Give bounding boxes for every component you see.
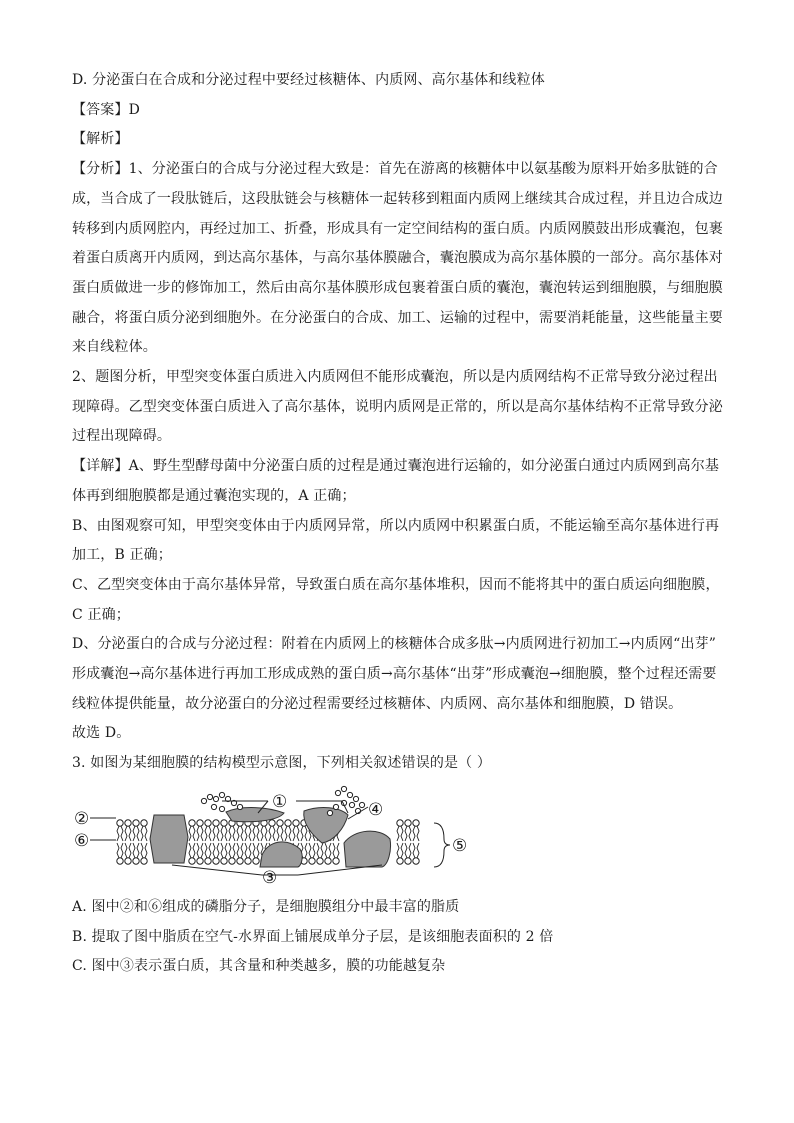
phospholipid-head	[221, 858, 227, 864]
phospholipid-head	[413, 858, 419, 864]
label-2: ②	[74, 808, 90, 829]
phospholipid-head	[317, 858, 323, 864]
sugar-bead	[213, 796, 218, 801]
phospholipid-head	[397, 820, 403, 826]
label-6: ⑥	[74, 830, 90, 851]
phospholipid-head	[133, 820, 139, 826]
sugar-bead	[349, 802, 354, 807]
sugar-bead	[211, 804, 216, 809]
text-line: 融合，将蛋白质分泌到细胞外。在分泌蛋白的合成、加工、运输的过程中，需要消耗能量，这些能量主要	[72, 309, 723, 326]
cell-membrane-diagram	[72, 785, 472, 885]
transmembrane-protein-right	[344, 831, 391, 867]
phospholipid-tail	[117, 843, 123, 858]
phospholipid-tail	[269, 826, 275, 841]
label-1: ①	[272, 791, 288, 812]
phospholipid-head	[125, 858, 131, 864]
phospholipid-head	[213, 820, 219, 826]
phospholipid-tail	[405, 826, 411, 841]
phospholipid-tail	[213, 843, 219, 858]
text-line: C、乙型突变体由于高尔基体异常，导致蛋白质在高尔基体堆积，因而不能将其中的蛋白质运向细胞膜，	[72, 576, 720, 593]
phospholipid-head	[269, 820, 275, 826]
phospholipid-head	[397, 858, 403, 864]
option-line: A. 图中②和⑥组成的磷脂分子，是细胞膜组分中最丰富的脂质	[72, 898, 460, 915]
phospholipid-tail	[333, 843, 339, 858]
sugar-bead	[335, 790, 340, 795]
phospholipid-head	[237, 858, 243, 864]
phospholipid-head	[213, 858, 219, 864]
phospholipid-tail	[205, 826, 211, 841]
phospholipid-tail	[237, 826, 243, 841]
label-3: ③	[262, 867, 278, 885]
text-line: 【解析】	[72, 131, 129, 148]
phospholipid-head	[229, 858, 235, 864]
phospholipid-head	[117, 820, 123, 826]
phospholipid-tail	[141, 843, 147, 858]
phospholipid-tail	[197, 843, 203, 858]
text-line: 转移到内质网腔内，再经过加工、折叠，形成具有一定空间结构的蛋白质。内质网膜鼓出形成囊泡，包裹	[72, 220, 723, 237]
sugar-bead	[219, 792, 224, 797]
phospholipid-head	[245, 858, 251, 864]
text-line: 3. 如图为某细胞膜的结构模型示意图，下列相关叙述错误的是（ ）	[72, 755, 492, 772]
phospholipid-tail	[189, 843, 195, 858]
sugar-bead	[341, 786, 346, 791]
phospholipid-head	[117, 858, 123, 864]
phospholipid-head	[197, 858, 203, 864]
phospholipid-tail	[317, 843, 323, 858]
phospholipid-head	[277, 820, 283, 826]
text-line: 【分析】1、分泌蛋白的合成与分泌过程大致是：首先在游离的核糖体中以氨基酸为原料开始多肽链的合	[72, 161, 718, 178]
sugar-bead	[327, 810, 332, 815]
phospholipid-tail	[229, 843, 235, 858]
document-page	[72, 66, 722, 982]
text-line: B、由图观察可知，甲型突变体由于内质网异常，所以内质网中积累蛋白质，不能运输至高尔基体进行再	[72, 517, 720, 534]
text-line: 来自线粒体。	[72, 339, 157, 356]
text-line: 2、题图分析，甲型突变体蛋白质进入内质网但不能形成囊泡，所以是内质网结构不正常导致分泌过程出	[72, 369, 718, 386]
phospholipid-tail	[405, 843, 411, 858]
phospholipid-head	[141, 858, 147, 864]
option-line: C. 图中③表示蛋白质，其含量和种类越多，膜的功能越复杂	[72, 958, 446, 975]
text-line: 【详解】A、野生型酵母菌中分泌蛋白质的过程是通过囊泡进行运输的，如分泌蛋白通过内质网到高尔基	[72, 458, 720, 475]
text-line: 【答案】D	[72, 101, 140, 118]
phospholipid-head	[125, 820, 131, 826]
sugar-bead	[347, 792, 352, 797]
phospholipid-head	[309, 858, 315, 864]
phospholipid-tail	[245, 826, 251, 841]
phospholipid-tail	[229, 826, 235, 841]
phospholipid-tail	[221, 843, 227, 858]
phospholipid-tail	[325, 843, 331, 858]
sugar-bead	[207, 794, 212, 799]
phospholipid-tail	[133, 843, 139, 858]
phospholipid-tail	[125, 843, 131, 858]
text-line: 着蛋白质离开内质网，到达高尔基体，与高尔基体膜融合，囊泡膜成为高尔基体膜的一部分。高尔基体对	[72, 250, 723, 267]
phospholipid-head	[189, 820, 195, 826]
text-line: 现障碍。乙型突变体蛋白质进入了高尔基体，说明内质网是正常的，所以是高尔基体结构不正常导致分泌	[72, 398, 723, 415]
phospholipid-tail	[285, 826, 291, 841]
text-line: D. 分泌蛋白在合成和分泌过程中要经过核糖体、内质网、高尔基体和线粒体	[72, 72, 545, 88]
phospholipid-head	[221, 820, 227, 826]
phospholipid-tail	[397, 843, 403, 858]
text-line: 线粒体提供能量，故分泌蛋白的分泌过程需要经过核糖体、内质网、高尔基体和细胞膜，D 错误。	[72, 695, 683, 712]
text-block	[72, 66, 722, 779]
text-line: 过程出现障碍。	[72, 428, 172, 445]
text-line: 加工，B 正确；	[72, 547, 172, 564]
text-line: 形成囊泡→高尔基体进行再加工形成成熟的蛋白质→高尔基体“出芽”形成囊泡→细胞膜，整个过程还需要	[72, 666, 717, 683]
phospholipid-tail	[413, 843, 419, 858]
transmembrane-protein-left	[150, 815, 188, 863]
phospholipid-head	[133, 858, 139, 864]
phospholipid-head	[189, 858, 195, 864]
phospholipid-head	[405, 858, 411, 864]
phospholipid-tail	[197, 826, 203, 841]
phospholipid-tail	[117, 826, 123, 841]
phospholipid-tail	[205, 843, 211, 858]
phospholipid-tail	[237, 843, 243, 858]
phospholipid-head	[197, 820, 203, 826]
phospholipid-tail	[301, 826, 307, 841]
phospholipid-tail	[397, 826, 403, 841]
phospholipid-tail	[245, 843, 251, 858]
phospholipid-tail	[309, 843, 315, 858]
phospholipid-tail	[213, 826, 219, 841]
phospholipid-tail	[293, 826, 299, 841]
phospholipid-head	[293, 820, 299, 826]
phospholipid-head	[333, 858, 339, 864]
sugar-bead	[201, 798, 206, 803]
sugar-bead	[237, 804, 242, 809]
phospholipid-tail	[189, 826, 195, 841]
phospholipid-tail	[253, 843, 259, 858]
phospholipid-tail	[125, 826, 131, 841]
phospholipid-head	[141, 820, 147, 826]
label-4: ④	[368, 799, 384, 820]
text-line: D、分泌蛋白的合成与分泌过程：附着在内质网上的核糖体合成多肽→内质网进行初加工→内质网“出芽”	[72, 636, 717, 653]
sugar-bead	[353, 796, 358, 801]
phospholipid-tail	[133, 826, 139, 841]
answer-options	[72, 893, 722, 982]
phospholipid-head	[405, 820, 411, 826]
text-line: 成，当合成了一段肽链后，这段肽链会与核糖体一起转移到粗面内质网上继续其合成过程，并且边合成边	[72, 190, 723, 207]
phospholipid-tail	[221, 826, 227, 841]
phospholipid-head	[253, 858, 259, 864]
phospholipid-tail	[413, 826, 419, 841]
sugar-bead	[359, 802, 364, 807]
label-5: ⑤	[452, 835, 468, 856]
text-line: 体再到细胞膜都是通过囊泡实现的，A 正确；	[72, 487, 356, 504]
phospholipid-head	[285, 820, 291, 826]
text-line: 故选 D。	[72, 725, 131, 742]
option-line: B. 提取了图中脂质在空气-水界面上铺展成单分子层，是该细胞表面积的 2 倍	[72, 928, 554, 945]
sugar-bead	[219, 806, 224, 811]
phospholipid-head	[205, 820, 211, 826]
sugar-bead	[333, 804, 338, 809]
phospholipid-tail	[261, 826, 267, 841]
phospholipid-head	[413, 820, 419, 826]
phospholipid-tail	[253, 826, 259, 841]
phospholipid-tail	[141, 826, 147, 841]
phospholipid-tail	[277, 826, 283, 841]
phospholipid-head	[205, 858, 211, 864]
text-line: C 正确；	[72, 606, 130, 623]
text-line: 蛋白质做进一步的修饰加工，然后由高尔基体膜形成包裹着蛋白质的囊泡，囊泡转运到细胞膜，与细胞膜	[72, 279, 723, 296]
phospholipid-head	[325, 858, 331, 864]
membrane-figure	[72, 785, 472, 885]
